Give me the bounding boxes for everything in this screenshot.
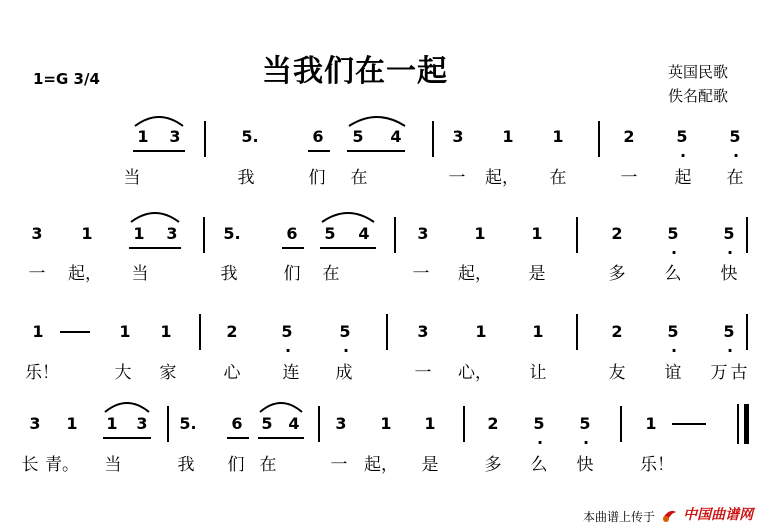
underline	[258, 437, 304, 439]
note: 5	[676, 127, 688, 146]
footer-text: 本曲谱上传于	[583, 510, 656, 524]
barline	[598, 121, 600, 157]
lyric: 成	[335, 363, 353, 383]
note: 2	[487, 414, 499, 433]
underline	[320, 247, 376, 249]
note: 1	[502, 127, 514, 146]
lyric: 一	[330, 455, 348, 475]
lyric: 当	[131, 264, 149, 284]
low-octave-dot: .	[285, 337, 292, 356]
note: 3	[417, 322, 429, 341]
note: 1	[531, 224, 543, 243]
lyric: 我	[220, 264, 238, 284]
barline	[199, 314, 201, 350]
note: 6	[286, 224, 298, 243]
lyric: 起，	[485, 168, 519, 188]
low-octave-dot: .	[727, 239, 734, 258]
low-octave-dot: .	[537, 429, 544, 448]
note: 1	[133, 224, 145, 243]
lyric: 让	[529, 363, 547, 383]
lyric: 是	[528, 264, 546, 284]
credit-lyricist: 佚名配歌	[668, 87, 729, 105]
note: 5	[352, 127, 364, 146]
note: 2	[623, 127, 635, 146]
note: 1	[552, 127, 564, 146]
logo-swirl-icon	[660, 506, 678, 524]
low-octave-dot: .	[733, 142, 740, 161]
final-barline-thick	[744, 404, 749, 444]
note: 5	[723, 322, 735, 341]
lyric: 起，	[68, 264, 102, 284]
note: 5	[533, 414, 545, 433]
lyric: 当	[104, 455, 122, 475]
note: 1	[424, 414, 436, 433]
lyric: 友	[608, 363, 626, 383]
note: 1	[32, 322, 44, 341]
lyric: 在	[322, 264, 340, 284]
lyric: 们	[283, 264, 301, 284]
lyric: 在	[549, 168, 567, 188]
lyric: 当	[123, 168, 141, 188]
lyric: 在	[726, 168, 744, 188]
barline	[576, 314, 578, 350]
underline	[282, 247, 304, 249]
lyric: 长	[21, 455, 39, 475]
slur-arc	[133, 112, 185, 128]
note: 1	[645, 414, 657, 433]
lyric: 古	[730, 363, 748, 383]
lyric: 一	[620, 168, 638, 188]
lyric: 么	[664, 264, 682, 284]
barline	[620, 406, 622, 442]
barline	[463, 406, 465, 442]
site-logo[interactable]	[660, 504, 753, 524]
lyric: 青。	[45, 455, 79, 475]
note: 1	[137, 127, 149, 146]
lyric: 谊	[664, 363, 682, 383]
note: 3	[452, 127, 464, 146]
lyric: 大	[114, 363, 132, 383]
barline	[394, 217, 396, 253]
slur-arc	[320, 208, 376, 224]
song-title: 当我们在一起	[262, 54, 448, 89]
lyric: 一	[414, 363, 432, 383]
note: 5	[579, 414, 591, 433]
lyric: 乐！	[640, 455, 674, 475]
lyric: 在	[259, 455, 277, 475]
barline	[386, 314, 388, 350]
lyric: 起	[674, 168, 692, 188]
lyric: 多	[484, 455, 502, 475]
underline	[129, 247, 181, 249]
key-signature: 1=G 3/4	[33, 70, 100, 88]
note: 5	[729, 127, 741, 146]
barline	[746, 217, 748, 253]
note: 5	[339, 322, 351, 341]
note: 3	[335, 414, 347, 433]
note: 3	[29, 414, 41, 433]
note: 1	[160, 322, 172, 341]
note: 2	[611, 322, 623, 341]
slur-arc	[129, 208, 181, 224]
lyric: 一	[448, 168, 466, 188]
underline	[103, 437, 151, 439]
lyric: 心	[223, 363, 241, 383]
lyric: 快	[576, 455, 594, 475]
note: 5.	[179, 414, 197, 433]
lyric: 们	[308, 168, 326, 188]
dash	[672, 423, 706, 425]
underline	[133, 150, 185, 152]
lyric: 一	[412, 264, 430, 284]
final-barline-thin	[737, 404, 739, 444]
note: 1	[81, 224, 93, 243]
note: 3	[31, 224, 43, 243]
underline	[347, 150, 405, 152]
lyric: 心，	[458, 363, 492, 383]
low-octave-dot: .	[671, 239, 678, 258]
low-octave-dot: .	[727, 337, 734, 356]
note: 1	[474, 224, 486, 243]
note: 1	[106, 414, 118, 433]
lyric: 我	[177, 455, 195, 475]
note: 5.	[223, 224, 241, 243]
lyric: 起，	[458, 264, 492, 284]
note: 1	[475, 322, 487, 341]
lyric: 在	[350, 168, 368, 188]
note: 6	[312, 127, 324, 146]
low-octave-dot: .	[671, 337, 678, 356]
barline	[204, 121, 206, 157]
note: 1	[119, 322, 131, 341]
note: 1	[380, 414, 392, 433]
lyric: 一	[28, 264, 46, 284]
barline	[432, 121, 434, 157]
barline	[576, 217, 578, 253]
note: 5	[723, 224, 735, 243]
barline	[746, 314, 748, 350]
dash	[60, 331, 90, 333]
underline	[308, 150, 330, 152]
slur-arc	[258, 398, 304, 414]
note: 3	[169, 127, 181, 146]
note: 6	[231, 414, 243, 433]
credit-origin: 英国民歌	[668, 63, 729, 81]
note: 2	[226, 322, 238, 341]
low-octave-dot: .	[583, 429, 590, 448]
lyric: 万	[710, 363, 728, 383]
note: 5	[324, 224, 336, 243]
underline	[227, 437, 249, 439]
lyric: 是	[421, 455, 439, 475]
lyric: 么	[530, 455, 548, 475]
note: 4	[288, 414, 300, 433]
note: 3	[136, 414, 148, 433]
note: 5.	[241, 127, 259, 146]
note: 5	[667, 224, 679, 243]
note: 2	[611, 224, 623, 243]
lyric: 快	[720, 264, 738, 284]
lyric: 连	[282, 363, 300, 383]
lyric: 起，	[364, 455, 398, 475]
note: 5	[261, 414, 273, 433]
slur-arc	[347, 112, 407, 128]
note: 3	[166, 224, 178, 243]
note: 3	[417, 224, 429, 243]
low-octave-dot: .	[680, 142, 687, 161]
note: 4	[358, 224, 370, 243]
low-octave-dot: .	[343, 337, 350, 356]
note: 5	[667, 322, 679, 341]
barline	[318, 406, 320, 442]
slur-arc	[103, 398, 151, 414]
note: 4	[390, 127, 402, 146]
barline	[167, 406, 169, 442]
lyric: 乐！	[25, 363, 59, 383]
note: 1	[532, 322, 544, 341]
lyric: 我	[237, 168, 255, 188]
barline	[203, 217, 205, 253]
lyric: 多	[608, 264, 626, 284]
note: 5	[281, 322, 293, 341]
note: 1	[66, 414, 78, 433]
lyric: 们	[227, 455, 245, 475]
logo-text: 中国曲谱网	[683, 507, 754, 523]
lyric: 家	[159, 363, 177, 383]
